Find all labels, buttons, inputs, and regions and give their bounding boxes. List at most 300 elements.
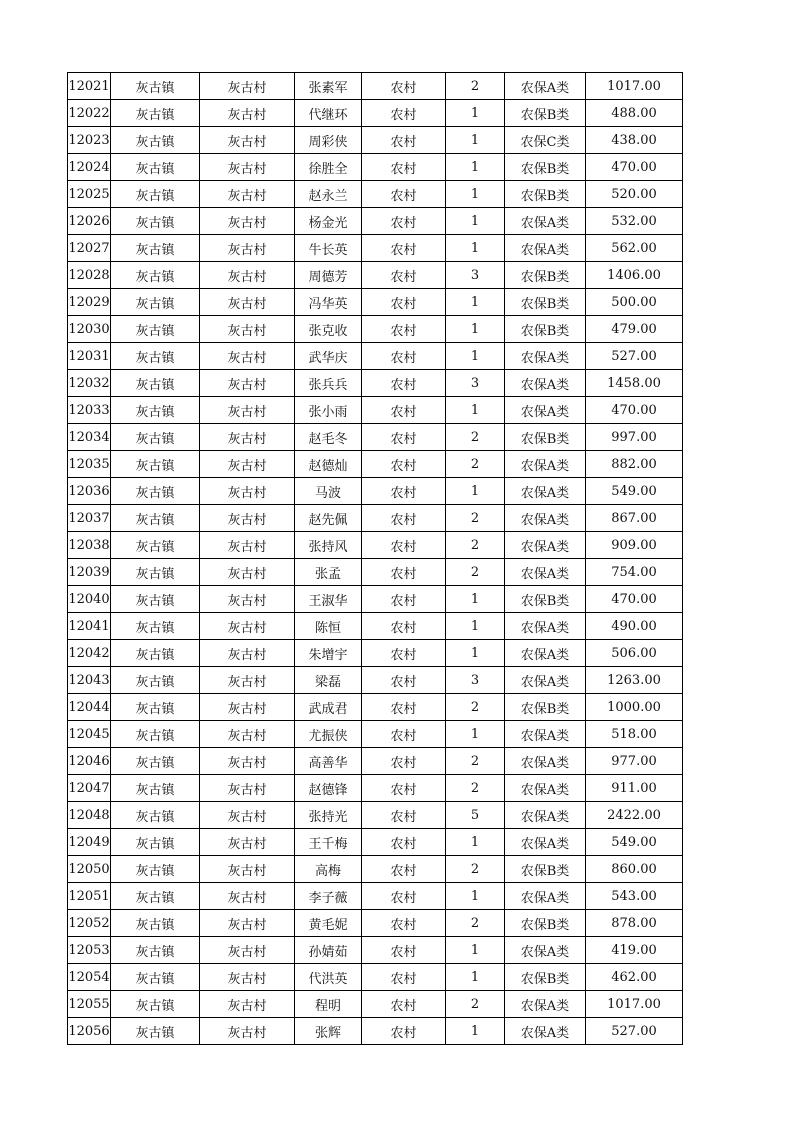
cell-town: 灰古镇 (111, 640, 200, 667)
cell-member-count: 1 (446, 1018, 505, 1045)
cell-name: 武成君 (295, 694, 362, 721)
table-row (68, 667, 683, 694)
cell-record-id: 12040 (68, 586, 111, 613)
table-row (68, 694, 683, 721)
cell-name: 陈恒 (295, 613, 362, 640)
cell-record-id: 12054 (68, 964, 111, 991)
cell-amount: 462.00 (586, 964, 683, 991)
cell-insurance-category: 农保A类 (505, 937, 586, 964)
cell-insurance-category: 农保C类 (505, 127, 586, 154)
cell-town: 灰古镇 (111, 181, 200, 208)
cell-village: 灰古村 (200, 1018, 295, 1045)
cell-name: 李子薇 (295, 883, 362, 910)
cell-amount: 2422.00 (586, 802, 683, 829)
cell-town: 灰古镇 (111, 613, 200, 640)
cell-village: 灰古村 (200, 235, 295, 262)
cell-town: 灰古镇 (111, 100, 200, 127)
table-row (68, 910, 683, 937)
cell-town: 灰古镇 (111, 748, 200, 775)
cell-village: 灰古村 (200, 532, 295, 559)
cell-insurance-category: 农保A类 (505, 829, 586, 856)
cell-village: 灰古村 (200, 856, 295, 883)
cell-member-count: 2 (446, 532, 505, 559)
cell-name: 尤振侠 (295, 721, 362, 748)
cell-household-type: 农村 (362, 883, 446, 910)
cell-town: 灰古镇 (111, 856, 200, 883)
cell-household-type: 农村 (362, 856, 446, 883)
table-row (68, 100, 683, 127)
cell-insurance-category: 农保B类 (505, 262, 586, 289)
cell-insurance-category: 农保B类 (505, 100, 586, 127)
cell-name: 高善华 (295, 748, 362, 775)
table-row (68, 316, 683, 343)
cell-town: 灰古镇 (111, 370, 200, 397)
cell-amount: 527.00 (586, 343, 683, 370)
table-row (68, 532, 683, 559)
cell-village: 灰古村 (200, 586, 295, 613)
cell-record-id: 12033 (68, 397, 111, 424)
cell-member-count: 1 (446, 181, 505, 208)
cell-household-type: 农村 (362, 586, 446, 613)
cell-record-id: 12037 (68, 505, 111, 532)
table-row (68, 370, 683, 397)
cell-village: 灰古村 (200, 289, 295, 316)
cell-amount: 882.00 (586, 451, 683, 478)
cell-record-id: 12032 (68, 370, 111, 397)
cell-insurance-category: 农保A类 (505, 613, 586, 640)
cell-member-count: 2 (446, 748, 505, 775)
cell-member-count: 2 (446, 910, 505, 937)
cell-name: 牛长英 (295, 235, 362, 262)
cell-amount: 438.00 (586, 127, 683, 154)
cell-town: 灰古镇 (111, 937, 200, 964)
cell-member-count: 1 (446, 100, 505, 127)
cell-amount: 527.00 (586, 1018, 683, 1045)
cell-insurance-category: 农保A类 (505, 1018, 586, 1045)
cell-name: 王淑华 (295, 586, 362, 613)
cell-name: 张持风 (295, 532, 362, 559)
cell-town: 灰古镇 (111, 424, 200, 451)
cell-insurance-category: 农保B类 (505, 694, 586, 721)
cell-village: 灰古村 (200, 802, 295, 829)
cell-town: 灰古镇 (111, 154, 200, 181)
cell-name: 张素军 (295, 73, 362, 100)
cell-record-id: 12031 (68, 343, 111, 370)
cell-amount: 997.00 (586, 424, 683, 451)
table-row (68, 775, 683, 802)
cell-village: 灰古村 (200, 640, 295, 667)
table-row (68, 883, 683, 910)
cell-insurance-category: 农保A类 (505, 343, 586, 370)
cell-household-type: 农村 (362, 73, 446, 100)
cell-town: 灰古镇 (111, 559, 200, 586)
cell-town: 灰古镇 (111, 532, 200, 559)
cell-member-count: 1 (446, 964, 505, 991)
cell-insurance-category: 农保A类 (505, 235, 586, 262)
cell-village: 灰古村 (200, 667, 295, 694)
cell-name: 赵德锋 (295, 775, 362, 802)
cell-record-id: 12055 (68, 991, 111, 1018)
cell-village: 灰古村 (200, 100, 295, 127)
cell-name: 张持光 (295, 802, 362, 829)
cell-household-type: 农村 (362, 262, 446, 289)
cell-name: 孙婧茹 (295, 937, 362, 964)
cell-household-type: 农村 (362, 667, 446, 694)
cell-village: 灰古村 (200, 262, 295, 289)
cell-amount: 867.00 (586, 505, 683, 532)
cell-insurance-category: 农保A类 (505, 775, 586, 802)
cell-village: 灰古村 (200, 910, 295, 937)
cell-member-count: 2 (446, 424, 505, 451)
cell-member-count: 3 (446, 262, 505, 289)
table-row (68, 451, 683, 478)
cell-household-type: 农村 (362, 154, 446, 181)
cell-name: 代洪英 (295, 964, 362, 991)
cell-insurance-category: 农保A类 (505, 397, 586, 424)
cell-village: 灰古村 (200, 316, 295, 343)
cell-record-id: 12043 (68, 667, 111, 694)
cell-amount: 500.00 (586, 289, 683, 316)
cell-name: 黄毛妮 (295, 910, 362, 937)
table-row (68, 424, 683, 451)
cell-record-id: 12039 (68, 559, 111, 586)
cell-amount: 977.00 (586, 748, 683, 775)
table-body (68, 73, 683, 1045)
cell-record-id: 12045 (68, 721, 111, 748)
cell-record-id: 12036 (68, 478, 111, 505)
cell-insurance-category: 农保B类 (505, 586, 586, 613)
cell-member-count: 1 (446, 829, 505, 856)
table-row (68, 127, 683, 154)
cell-amount: 1017.00 (586, 73, 683, 100)
cell-record-id: 12029 (68, 289, 111, 316)
table-row (68, 235, 683, 262)
cell-record-id: 12041 (68, 613, 111, 640)
cell-record-id: 12023 (68, 127, 111, 154)
cell-town: 灰古镇 (111, 208, 200, 235)
cell-insurance-category: 农保B类 (505, 910, 586, 937)
cell-amount: 562.00 (586, 235, 683, 262)
cell-town: 灰古镇 (111, 289, 200, 316)
cell-household-type: 农村 (362, 829, 446, 856)
cell-name: 代继环 (295, 100, 362, 127)
cell-household-type: 农村 (362, 640, 446, 667)
cell-member-count: 1 (446, 397, 505, 424)
cell-village: 灰古村 (200, 424, 295, 451)
cell-insurance-category: 农保A类 (505, 505, 586, 532)
cell-insurance-category: 农保B类 (505, 289, 586, 316)
cell-record-id: 12034 (68, 424, 111, 451)
cell-household-type: 农村 (362, 424, 446, 451)
cell-insurance-category: 农保A类 (505, 640, 586, 667)
table-row (68, 856, 683, 883)
table-row (68, 802, 683, 829)
cell-household-type: 农村 (362, 721, 446, 748)
cell-member-count: 1 (446, 289, 505, 316)
cell-member-count: 2 (446, 856, 505, 883)
cell-household-type: 农村 (362, 775, 446, 802)
cell-household-type: 农村 (362, 991, 446, 1018)
cell-member-count: 2 (446, 775, 505, 802)
table-row (68, 613, 683, 640)
cell-town: 灰古镇 (111, 802, 200, 829)
cell-town: 灰古镇 (111, 721, 200, 748)
cell-insurance-category: 农保A类 (505, 559, 586, 586)
cell-record-id: 12030 (68, 316, 111, 343)
table-row (68, 829, 683, 856)
cell-town: 灰古镇 (111, 505, 200, 532)
cell-amount: 1000.00 (586, 694, 683, 721)
cell-member-count: 1 (446, 883, 505, 910)
cell-name: 张兵兵 (295, 370, 362, 397)
cell-member-count: 5 (446, 802, 505, 829)
cell-village: 灰古村 (200, 748, 295, 775)
cell-town: 灰古镇 (111, 262, 200, 289)
cell-insurance-category: 农保A类 (505, 451, 586, 478)
cell-member-count: 2 (446, 559, 505, 586)
cell-record-id: 12027 (68, 235, 111, 262)
cell-household-type: 农村 (362, 370, 446, 397)
cell-village: 灰古村 (200, 964, 295, 991)
cell-name: 赵德灿 (295, 451, 362, 478)
cell-household-type: 农村 (362, 181, 446, 208)
cell-household-type: 农村 (362, 694, 446, 721)
table-row (68, 964, 683, 991)
cell-household-type: 农村 (362, 748, 446, 775)
cell-record-id: 12052 (68, 910, 111, 937)
cell-insurance-category: 农保A类 (505, 883, 586, 910)
table-row (68, 991, 683, 1018)
cell-amount: 860.00 (586, 856, 683, 883)
table-row (68, 208, 683, 235)
cell-record-id: 12050 (68, 856, 111, 883)
cell-village: 灰古村 (200, 991, 295, 1018)
cell-town: 灰古镇 (111, 316, 200, 343)
cell-member-count: 2 (446, 73, 505, 100)
cell-record-id: 12035 (68, 451, 111, 478)
cell-town: 灰古镇 (111, 73, 200, 100)
cell-record-id: 12051 (68, 883, 111, 910)
cell-amount: 520.00 (586, 181, 683, 208)
cell-amount: 1017.00 (586, 991, 683, 1018)
cell-town: 灰古镇 (111, 343, 200, 370)
cell-town: 灰古镇 (111, 775, 200, 802)
table-row (68, 181, 683, 208)
table-row (68, 262, 683, 289)
cell-record-id: 12046 (68, 748, 111, 775)
cell-village: 灰古村 (200, 451, 295, 478)
cell-record-id: 12049 (68, 829, 111, 856)
cell-amount: 490.00 (586, 613, 683, 640)
table-row (68, 73, 683, 100)
cell-amount: 470.00 (586, 154, 683, 181)
table-row (68, 640, 683, 667)
cell-household-type: 农村 (362, 208, 446, 235)
cell-name: 冯华英 (295, 289, 362, 316)
cell-village: 灰古村 (200, 505, 295, 532)
cell-insurance-category: 农保A类 (505, 208, 586, 235)
cell-member-count: 1 (446, 127, 505, 154)
table-row (68, 937, 683, 964)
cell-member-count: 1 (446, 235, 505, 262)
cell-insurance-category: 农保B类 (505, 856, 586, 883)
cell-record-id: 12048 (68, 802, 111, 829)
cell-member-count: 3 (446, 667, 505, 694)
cell-amount: 549.00 (586, 478, 683, 505)
cell-household-type: 农村 (362, 937, 446, 964)
cell-household-type: 农村 (362, 532, 446, 559)
cell-amount: 911.00 (586, 775, 683, 802)
cell-record-id: 12053 (68, 937, 111, 964)
cell-amount: 518.00 (586, 721, 683, 748)
cell-village: 灰古村 (200, 397, 295, 424)
cell-name: 梁磊 (295, 667, 362, 694)
cell-household-type: 农村 (362, 235, 446, 262)
cell-household-type: 农村 (362, 478, 446, 505)
cell-village: 灰古村 (200, 775, 295, 802)
cell-amount: 754.00 (586, 559, 683, 586)
cell-village: 灰古村 (200, 343, 295, 370)
cell-household-type: 农村 (362, 505, 446, 532)
cell-member-count: 1 (446, 316, 505, 343)
cell-town: 灰古镇 (111, 991, 200, 1018)
cell-household-type: 农村 (362, 100, 446, 127)
cell-household-type: 农村 (362, 802, 446, 829)
cell-village: 灰古村 (200, 208, 295, 235)
cell-insurance-category: 农保A类 (505, 532, 586, 559)
cell-name: 王千梅 (295, 829, 362, 856)
cell-name: 赵永兰 (295, 181, 362, 208)
cell-insurance-category: 农保A类 (505, 73, 586, 100)
cell-village: 灰古村 (200, 694, 295, 721)
cell-town: 灰古镇 (111, 694, 200, 721)
cell-member-count: 1 (446, 478, 505, 505)
table-row (68, 505, 683, 532)
table-row (68, 1018, 683, 1045)
table-row (68, 478, 683, 505)
cell-name: 张小雨 (295, 397, 362, 424)
cell-town: 灰古镇 (111, 586, 200, 613)
cell-village: 灰古村 (200, 721, 295, 748)
cell-record-id: 12026 (68, 208, 111, 235)
cell-household-type: 农村 (362, 397, 446, 424)
cell-amount: 470.00 (586, 586, 683, 613)
cell-insurance-category: 农保A类 (505, 721, 586, 748)
cell-household-type: 农村 (362, 964, 446, 991)
cell-insurance-category: 农保A类 (505, 748, 586, 775)
cell-amount: 479.00 (586, 316, 683, 343)
cell-insurance-category: 农保A类 (505, 802, 586, 829)
cell-member-count: 1 (446, 343, 505, 370)
table-row (68, 289, 683, 316)
cell-record-id: 12025 (68, 181, 111, 208)
cell-town: 灰古镇 (111, 478, 200, 505)
cell-name: 武华庆 (295, 343, 362, 370)
cell-household-type: 农村 (362, 289, 446, 316)
cell-household-type: 农村 (362, 451, 446, 478)
cell-name: 张辉 (295, 1018, 362, 1045)
cell-member-count: 2 (446, 991, 505, 1018)
cell-town: 灰古镇 (111, 397, 200, 424)
table-row (68, 559, 683, 586)
cell-insurance-category: 农保B类 (505, 316, 586, 343)
cell-name: 张孟 (295, 559, 362, 586)
cell-town: 灰古镇 (111, 235, 200, 262)
table-row (68, 154, 683, 181)
cell-amount: 549.00 (586, 829, 683, 856)
cell-name: 周德芳 (295, 262, 362, 289)
table-row (68, 586, 683, 613)
cell-record-id: 12056 (68, 1018, 111, 1045)
cell-record-id: 12028 (68, 262, 111, 289)
cell-record-id: 12024 (68, 154, 111, 181)
cell-member-count: 1 (446, 208, 505, 235)
cell-village: 灰古村 (200, 181, 295, 208)
cell-name: 赵毛冬 (295, 424, 362, 451)
cell-member-count: 1 (446, 937, 505, 964)
cell-insurance-category: 农保A类 (505, 478, 586, 505)
cell-town: 灰古镇 (111, 1018, 200, 1045)
cell-amount: 878.00 (586, 910, 683, 937)
cell-village: 灰古村 (200, 127, 295, 154)
cell-amount: 1263.00 (586, 667, 683, 694)
cell-name: 赵先佩 (295, 505, 362, 532)
cell-insurance-category: 农保B类 (505, 181, 586, 208)
cell-amount: 543.00 (586, 883, 683, 910)
cell-town: 灰古镇 (111, 910, 200, 937)
cell-name: 马波 (295, 478, 362, 505)
cell-town: 灰古镇 (111, 883, 200, 910)
cell-member-count: 2 (446, 694, 505, 721)
cell-name: 杨金光 (295, 208, 362, 235)
cell-insurance-category: 农保B类 (505, 964, 586, 991)
cell-household-type: 农村 (362, 343, 446, 370)
cell-household-type: 农村 (362, 613, 446, 640)
cell-village: 灰古村 (200, 370, 295, 397)
cell-name: 张克收 (295, 316, 362, 343)
cell-record-id: 12047 (68, 775, 111, 802)
cell-member-count: 3 (446, 370, 505, 397)
table-row (68, 343, 683, 370)
cell-household-type: 农村 (362, 559, 446, 586)
cell-record-id: 12022 (68, 100, 111, 127)
cell-town: 灰古镇 (111, 127, 200, 154)
cell-town: 灰古镇 (111, 829, 200, 856)
cell-insurance-category: 农保A类 (505, 991, 586, 1018)
cell-household-type: 农村 (362, 910, 446, 937)
cell-household-type: 农村 (362, 1018, 446, 1045)
cell-insurance-category: 农保B类 (505, 424, 586, 451)
cell-insurance-category: 农保B类 (505, 154, 586, 181)
cell-village: 灰古村 (200, 73, 295, 100)
cell-amount: 419.00 (586, 937, 683, 964)
cell-village: 灰古村 (200, 154, 295, 181)
cell-record-id: 12038 (68, 532, 111, 559)
cell-insurance-category: 农保A类 (505, 667, 586, 694)
cell-amount: 470.00 (586, 397, 683, 424)
cell-village: 灰古村 (200, 937, 295, 964)
cell-village: 灰古村 (200, 559, 295, 586)
cell-town: 灰古镇 (111, 964, 200, 991)
cell-member-count: 2 (446, 505, 505, 532)
cell-member-count: 1 (446, 613, 505, 640)
cell-village: 灰古村 (200, 478, 295, 505)
beneficiary-table (67, 72, 683, 1045)
cell-amount: 506.00 (586, 640, 683, 667)
cell-household-type: 农村 (362, 127, 446, 154)
cell-member-count: 2 (446, 451, 505, 478)
cell-amount: 1406.00 (586, 262, 683, 289)
